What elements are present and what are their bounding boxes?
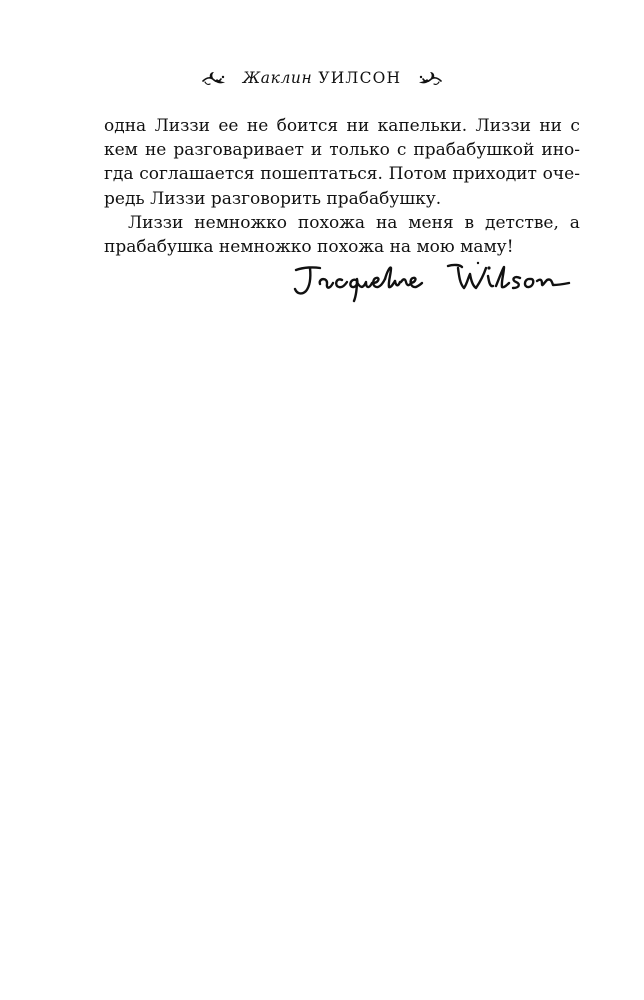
text-line <box>104 187 580 211</box>
floral-ornament-icon-left <box>201 69 227 87</box>
word: не <box>246 116 269 136</box>
body-text <box>104 114 580 259</box>
word: в <box>464 212 475 233</box>
text-line <box>104 138 580 162</box>
word: Лиззи <box>154 116 210 136</box>
word: боится <box>276 116 339 136</box>
word: ни <box>346 116 370 136</box>
running-header <box>0 64 644 92</box>
word: пошептаться. <box>260 164 383 185</box>
floral-ornament-icon-right <box>417 69 443 87</box>
word: одна <box>104 116 147 136</box>
word: с <box>570 116 580 136</box>
word: Лиззи <box>475 116 531 136</box>
text-line <box>104 162 580 186</box>
word: не <box>144 140 167 161</box>
word: кем <box>104 140 138 161</box>
word: а <box>569 212 580 233</box>
text-line <box>104 114 580 138</box>
word: и <box>310 140 323 161</box>
word: Потом <box>388 164 447 185</box>
word: приходит <box>452 164 537 185</box>
word: прабабушкой <box>413 140 535 161</box>
word: Лиззи <box>128 212 184 233</box>
word: оче- <box>542 164 580 185</box>
word: ни <box>539 116 563 136</box>
header-author-first: Жаклин <box>242 69 313 87</box>
word: ее <box>218 116 239 136</box>
line-text: редь Лиззи разговорить прабабушку. <box>104 188 442 209</box>
word: похожа <box>297 212 366 233</box>
word: меня <box>408 212 454 233</box>
header-title <box>243 69 402 87</box>
word: немножко <box>194 212 287 233</box>
line-text: прабабушка немножко похожа на мою маму! <box>104 236 514 257</box>
word: на <box>375 212 398 233</box>
word: только <box>329 140 390 161</box>
text-line <box>104 235 580 259</box>
word: разговаривает <box>173 140 304 161</box>
word: гда <box>104 164 134 185</box>
word: ино- <box>541 140 580 161</box>
word: соглашается <box>139 164 255 185</box>
word: детстве, <box>485 212 559 233</box>
word: капельки. <box>377 116 468 136</box>
header-author-last: УИЛСОН <box>318 69 402 87</box>
word: с <box>396 140 407 161</box>
handwritten-signature <box>290 258 572 304</box>
text-line <box>104 211 580 235</box>
